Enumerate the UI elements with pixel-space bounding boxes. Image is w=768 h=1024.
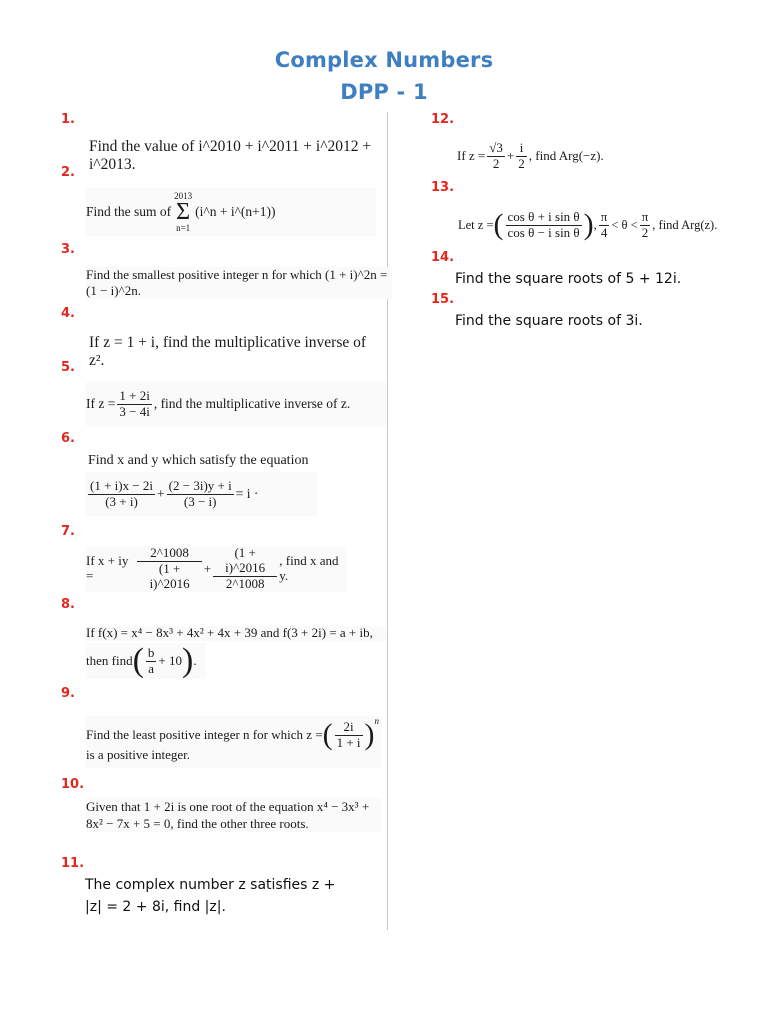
question-5-fraction [117, 389, 151, 420]
inequality: < θ < [611, 217, 638, 232]
plus-sign: + [506, 147, 515, 163]
fraction-denominator: (1 + i)^2016 [149, 561, 190, 591]
close-paren: ) [182, 642, 194, 680]
close-paren: ) [364, 717, 375, 751]
question-13-prefix: Let z = [458, 217, 494, 232]
question-6-fraction-1 [88, 479, 155, 510]
question-8-prefix: then find [86, 652, 133, 668]
question-8-fraction [146, 646, 157, 677]
fraction-numerator: b [147, 644, 155, 660]
question-4-text: If z = 1 + i, find the multiplicative inverse of z². [89, 334, 367, 369]
summation-term: (i^n + i^(n+1)) [195, 204, 276, 220]
open-paren: ( [493, 207, 504, 241]
fraction-denominator: 2 [492, 155, 500, 171]
question-7-fraction-1 [137, 546, 201, 592]
question-14-text: Find the square roots of 5 + 12i. [455, 271, 682, 287]
question-7 [86, 546, 346, 592]
fraction-numerator: (2 − 3i)y + i [168, 477, 232, 493]
fraction-denominator: 2 [641, 224, 649, 240]
question-13-fraction [506, 210, 582, 241]
fraction-numerator: (1 + i)x − 2i [90, 477, 154, 493]
question-12-fraction-1 [487, 141, 505, 172]
fraction-numerator: (1 + i)^2016 [213, 546, 277, 577]
fraction-denominator: 2 [518, 155, 525, 171]
question-number-1: 1. [61, 112, 75, 127]
fraction-numerator: 2^1008 [137, 546, 201, 562]
question-1-text: Find the value of i^2010 + i^2011 + i^2012 + i^2013. [89, 138, 372, 173]
pi-over-4 [599, 210, 610, 241]
fraction-numerator: π [641, 208, 649, 224]
question-10-line2: 8x² − 7x + 5 = 0, find the other three roots. [86, 816, 309, 831]
fraction-denominator: cos θ − i sin θ [507, 224, 580, 240]
fraction-denominator: 2^1008 [225, 575, 265, 591]
question-5-suffix: , find the multiplicative inverse of z. [153, 396, 351, 412]
question-number-2: 2. [61, 165, 75, 180]
sigma-icon: Σ [176, 199, 191, 225]
question-6-equation [86, 472, 318, 516]
open-paren: ( [132, 642, 144, 680]
question-7-fraction-2 [213, 546, 277, 592]
page-subtitle: DPP - 1 [340, 80, 428, 104]
question-8-line2 [86, 643, 206, 679]
fraction-denominator: (3 − i) [183, 493, 217, 509]
question-11 [85, 874, 335, 918]
fraction-denominator: 3 − 4i [119, 403, 150, 419]
question-7-prefix: If x + iy = [86, 553, 129, 583]
question-3-text: Find the smallest positive integer n for which (1 + i)^2n = (1 − i)^2n. [86, 267, 392, 299]
question-number-12: 12. [431, 112, 455, 127]
question-12-suffix: , find Arg(−z). [528, 147, 604, 163]
fraction-denominator: (3 + i) [105, 493, 138, 509]
question-15-text: Find the square roots of 3i. [455, 313, 643, 329]
summation-symbol [174, 191, 192, 233]
question-number-3: 3. [61, 242, 75, 257]
question-5-prefix: If z = [86, 396, 116, 412]
question-12 [457, 137, 657, 175]
close-paren: ) [583, 207, 594, 241]
question-5 [86, 382, 386, 426]
question-13 [458, 204, 748, 246]
question-13-suffix: , find Arg(z). [652, 217, 718, 232]
question-2 [86, 188, 376, 236]
period: . [193, 652, 197, 668]
question-9 [86, 716, 382, 768]
fraction-numerator: 2i [335, 720, 363, 736]
question-2-text: Find the sum of [86, 204, 172, 220]
open-paren: ( [322, 717, 333, 751]
question-number-15: 15. [431, 292, 455, 307]
column-divider [387, 112, 388, 930]
plus-sign: + [157, 486, 165, 502]
question-number-5: 5. [61, 360, 75, 375]
question-number-8: 8. [61, 597, 75, 612]
question-9-fraction [335, 720, 363, 751]
fraction-numerator: √3 [489, 139, 503, 155]
fraction-numerator: i [516, 141, 527, 157]
question-number-6: 6. [61, 431, 75, 446]
question-10 [86, 798, 382, 832]
question-12-prefix: If z = [457, 147, 486, 163]
question-6-fraction-2 [167, 479, 234, 510]
question-number-10: 10. [61, 777, 85, 792]
sum-lower-limit: n=1 [176, 223, 191, 233]
sum-upper-limit: 2013 [174, 191, 193, 201]
question-number-14: 14. [431, 250, 455, 265]
question-number-11: 11. [61, 856, 85, 871]
question-6-line1: Find x and y which satisfy the equation [88, 453, 309, 468]
question-8-line1: If f(x) = x⁴ − 8x³ + 4x² + 4x + 39 and f(3 + 2i) = a + ib, [86, 626, 386, 641]
question-number-4: 4. [61, 306, 75, 321]
fraction-numerator: cos θ + i sin θ [507, 208, 580, 224]
question-number-9: 9. [61, 686, 75, 701]
question-11-line2: |z| = 2 + 8i, find |z|. [85, 899, 226, 915]
equation-rhs: = i · [235, 486, 259, 502]
pi-over-2 [640, 210, 651, 241]
question-number-7: 7. [61, 524, 75, 539]
question-number-13: 13. [431, 180, 455, 195]
exponent-n: n [374, 716, 380, 726]
question-7-suffix: , find x and y. [279, 553, 339, 583]
fraction-numerator: π [600, 208, 608, 224]
question-9-line1: Find the least positive integer n for which z = [86, 726, 323, 742]
question-12-fraction-2 [516, 141, 527, 172]
comma: , [593, 217, 597, 232]
fraction-denominator: a [148, 660, 155, 676]
question-10-line1: Given that 1 + 2i is one root of the equation x⁴ − 3x³ + [86, 799, 370, 814]
question-9-line2: is a positive integer. [86, 747, 190, 762]
fraction-denominator: 1 + i [336, 734, 361, 750]
plus-sign: + [203, 560, 212, 576]
question-11-line1: The complex number z satisfies z + [85, 877, 336, 893]
fraction-numerator: 1 + 2i [119, 387, 150, 403]
question-8-tail: + 10 [158, 652, 182, 668]
fraction-denominator: 4 [600, 224, 608, 240]
page-title: Complex Numbers [274, 48, 494, 72]
